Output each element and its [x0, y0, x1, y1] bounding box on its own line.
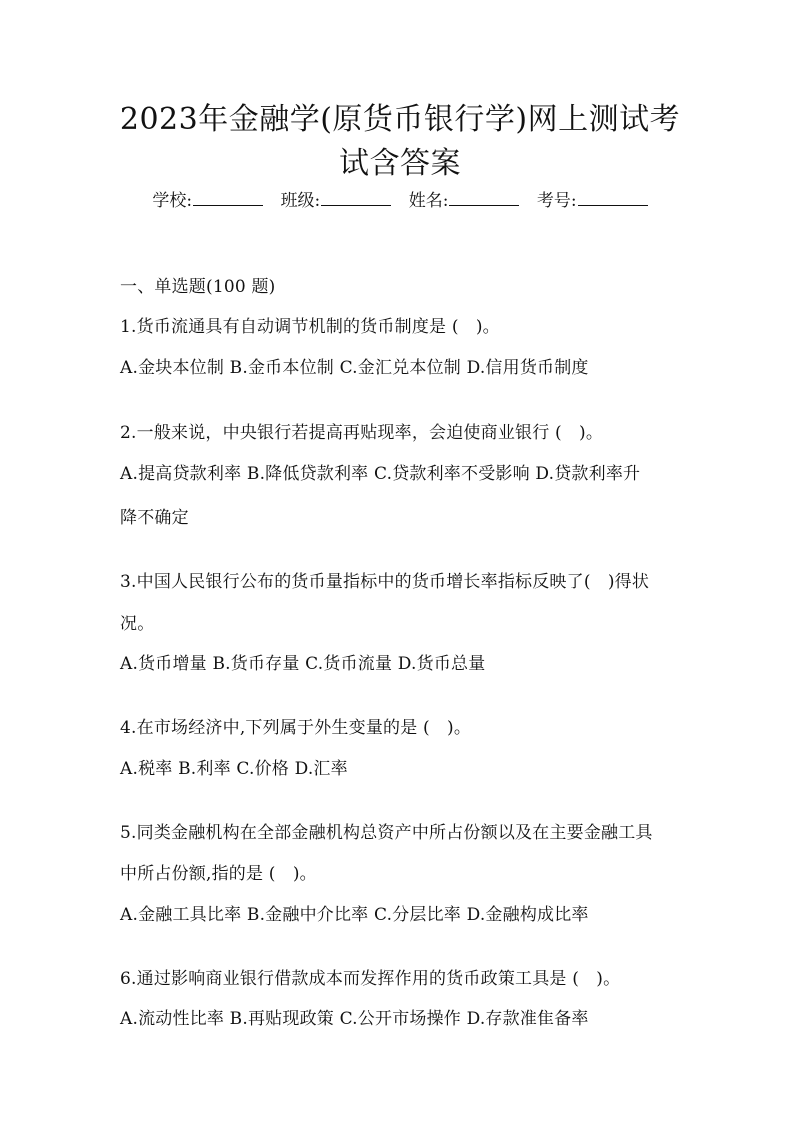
question-2-options: A.提高贷款利率 B.降低贷款利率 C.贷款利率不受影响 D.贷款利率升: [120, 464, 641, 484]
question-3-options: A.货币增量 B.货币存量 C.货币流量 D.货币总量: [120, 654, 486, 674]
school-field: [152, 191, 263, 211]
class-label: 班级:: [280, 191, 321, 211]
question-4-options: A.税率 B.利率 C.价格 D.汇率: [120, 759, 348, 779]
question-3-stem: 3.中国人民银行公布的货币量指标中的货币增长率指标反映了( )得状: [120, 572, 650, 592]
question-1-stem: 1.货币流通具有自动调节机制的货币制度是 ( )。: [120, 317, 500, 337]
class-blank: [321, 191, 391, 206]
school-label: 学校:: [152, 191, 193, 211]
name-blank: [449, 191, 519, 206]
name-field: [409, 191, 520, 211]
question-2-stem: 2.一般来说，中央银行若提高再贴现率，会迫使商业银行 ( )。: [120, 423, 604, 443]
number-blank: [578, 191, 648, 206]
question-5-stem: 5.同类金融机构在全部金融机构总资产中所占份额以及在主要金融工具: [120, 823, 653, 843]
question-6-options: A.流动性比率 B.再贴现政策 C.公开市场操作 D.存款准隹备率: [120, 1009, 589, 1029]
class-field: [281, 191, 392, 211]
question-1-options: A.金块本位制 B.金币本位制 C.金汇兑本位制 D.信用货币制度: [120, 358, 589, 378]
name-label: 姓名:: [408, 191, 449, 211]
exam-title-line-2: 试含答案: [339, 146, 461, 181]
question-2-options-cont: 降不确定: [120, 508, 189, 528]
exam-title-line-1: 2023年金融学(原货币银行学)网上测试考: [119, 102, 681, 137]
question-5-stem-cont: 中所占份额,指的是 ( )。: [120, 864, 317, 884]
number-label: 考号:: [536, 191, 577, 211]
school-blank: [193, 191, 263, 206]
question-5-options: A.金融工具比率 B.金融中介比率 C.分层比率 D.金融构成比率: [120, 905, 589, 925]
question-4-stem: 4.在市场经济中,下列属于外生变量的是 ( )。: [120, 718, 472, 738]
section-heading: 一、单选题(100 题): [120, 277, 276, 297]
number-field: [537, 191, 648, 211]
question-6-stem: 6.通过影响商业银行借款成本而发挥作用的货币政策工具是 ( )。: [120, 969, 621, 989]
question-3-stem-cont: 况。: [120, 614, 155, 634]
student-info-row: [0, 188, 800, 214]
